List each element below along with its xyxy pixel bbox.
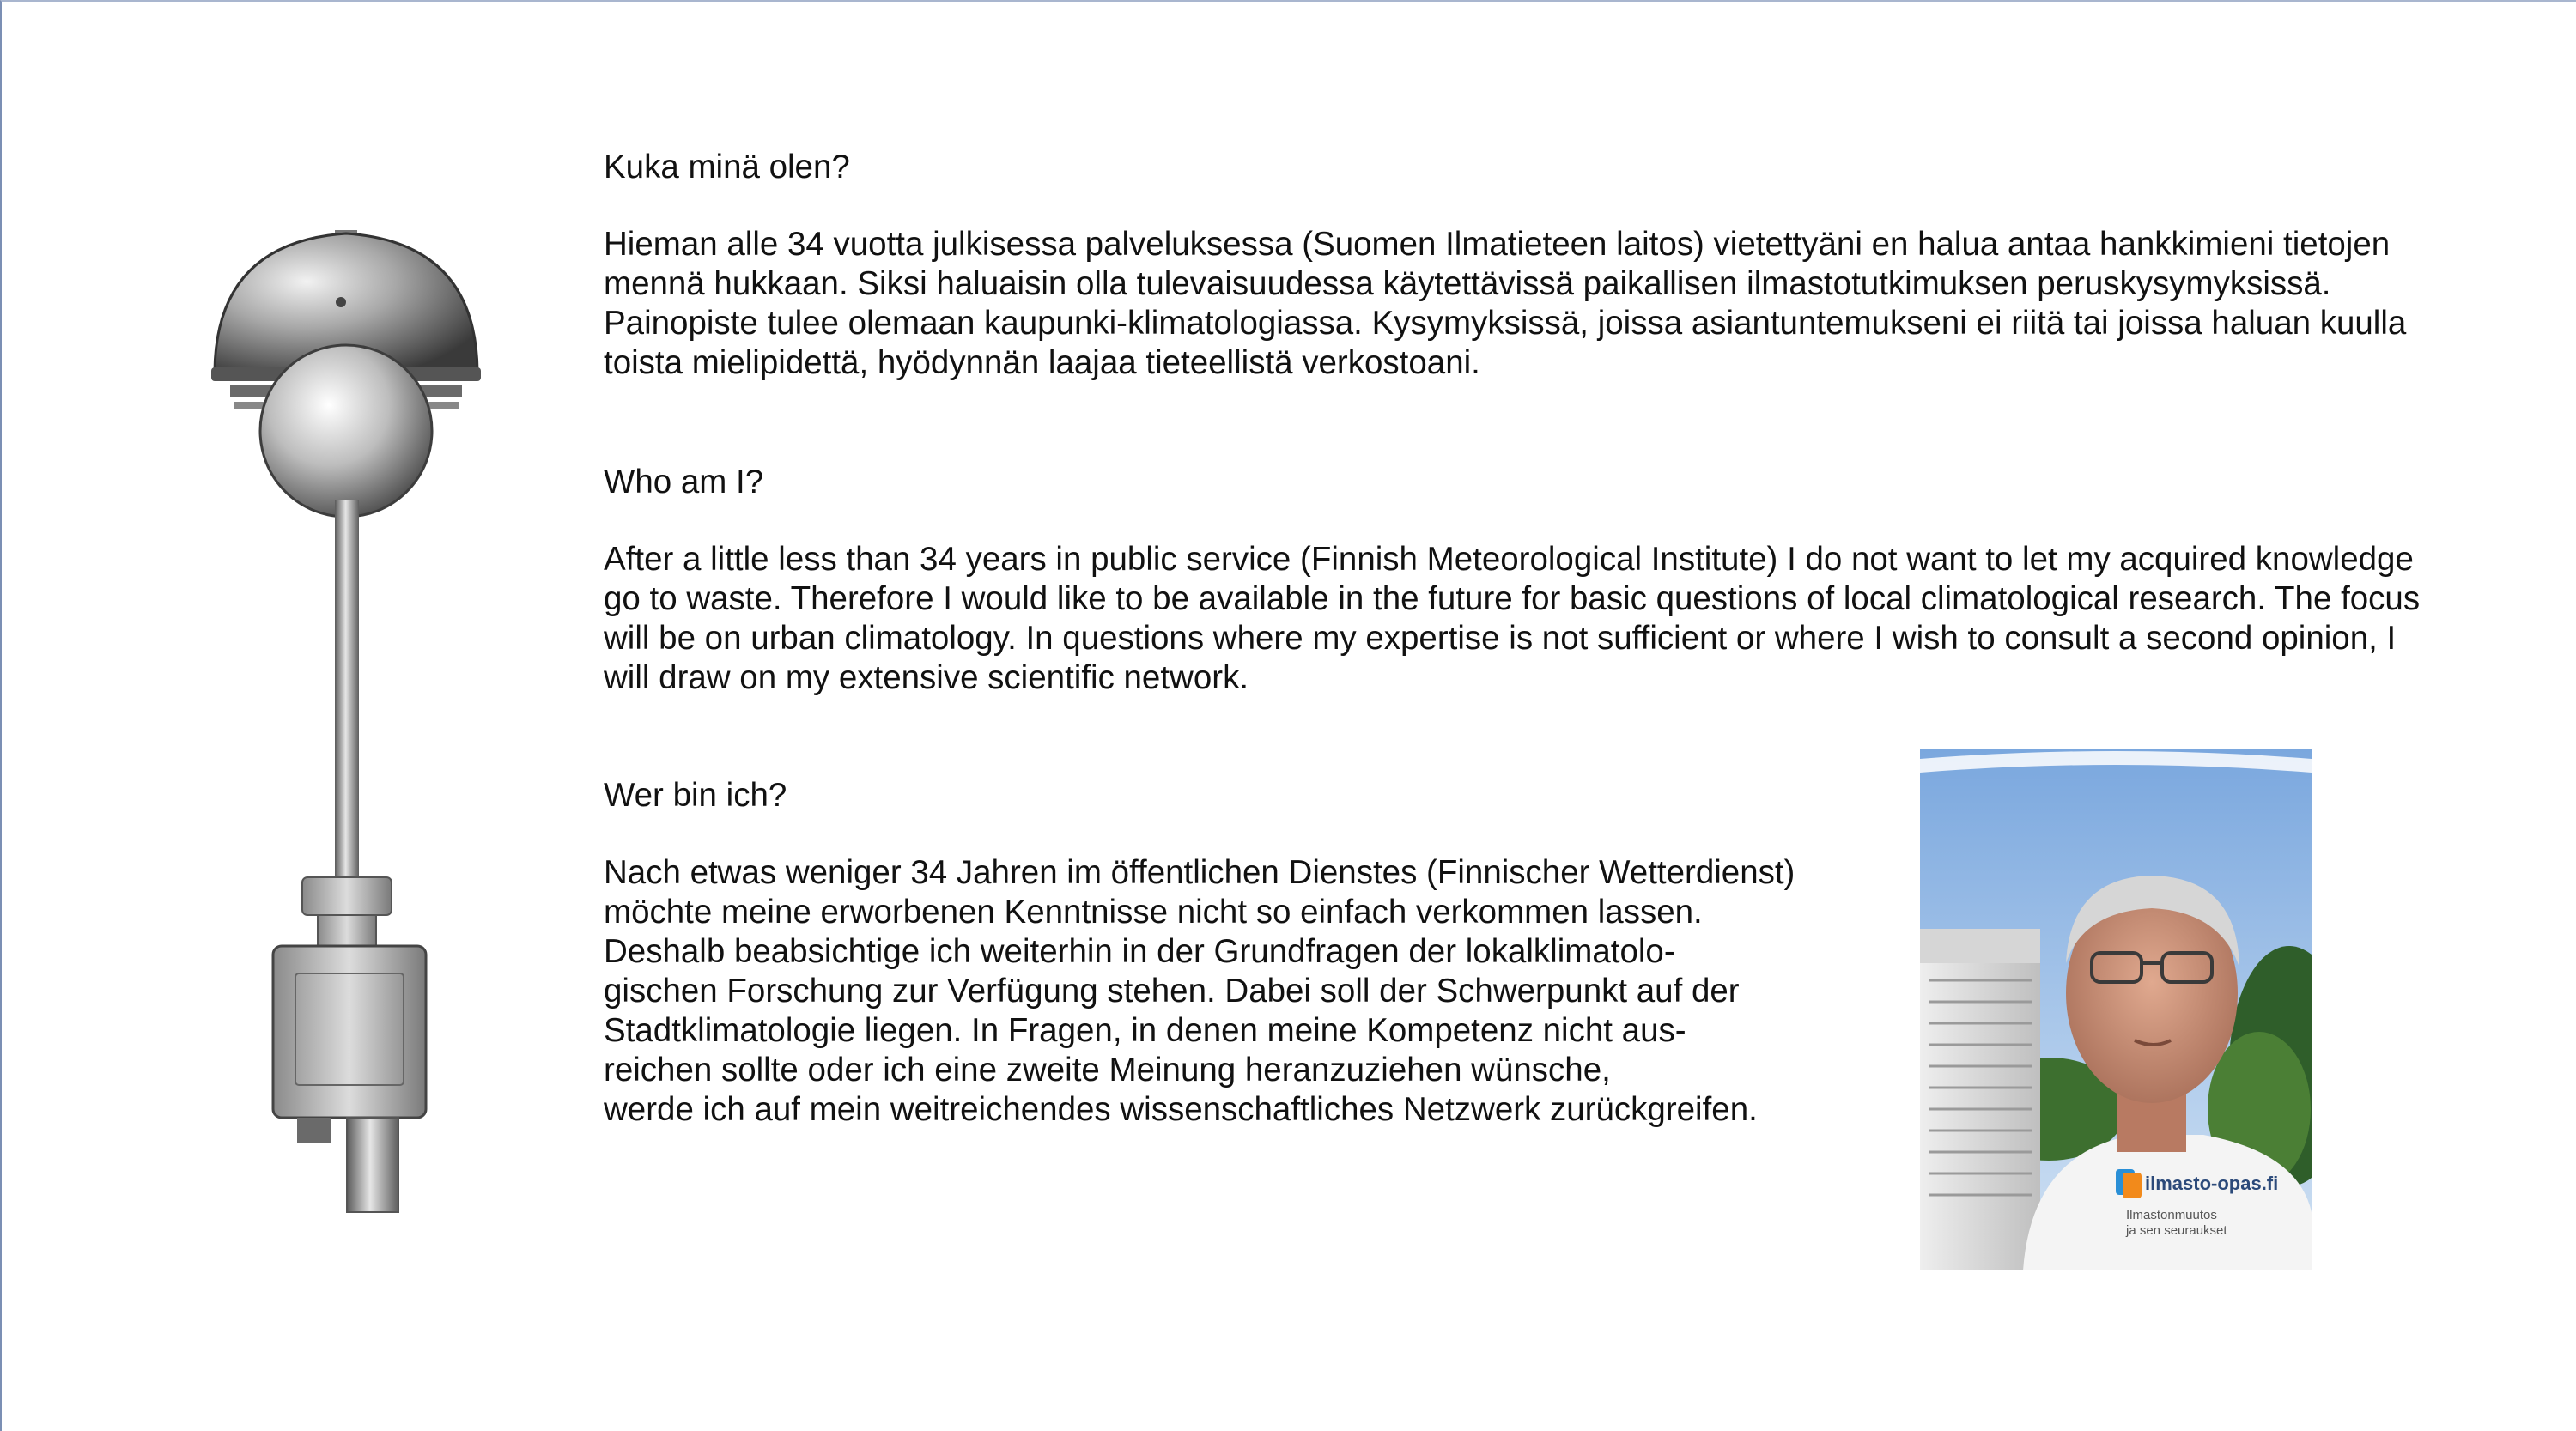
heading-finnish: Kuka minä olen? [604,149,850,185]
sensor-rod [335,500,359,877]
body-german-line: Deshalb beabsichtige ich weiterhin in der Grundfragen der lokalklimatolo- [604,933,1675,970]
sensor-ball [260,345,432,517]
section-german [604,776,1874,1130]
weather-sensor-illustration [199,216,500,1221]
section-english [604,463,2433,698]
shirt-tagline-1: Ilmastonmuutos [2126,1208,2217,1222]
sensor-coupling [302,877,392,946]
body-finnish: Hieman alle 34 vuotta julkisessa palveluksessa (Suomen Ilmatieteen laitos) vietettyäni en halua antaa hankkimieni tietojen mennä hukkaan. Siksi haluaisin olla tulevaisuudessa käytettävissä paikallisen ilmastotutkimuksen peruskysymyksissä. Painopiste tulee olemaan kaupunki-klimatologiassa. Kysymyksissä, joissa asiantuntemukseni ei riitä tai joissa haluan kuulla toista mielipidettä, hyödynnän laajaa tieteellistä verkostoani. [604,226,2407,381]
stevenson-screen [1920,929,2040,1270]
body-german-line: gischen Forschung zur Verfügung stehen. Dabei soll der Schwerpunkt auf der [604,973,1740,1010]
heading-german: Wer bin ich? [604,777,787,814]
heading-english: Who am I? [604,464,764,500]
section-finnish [604,148,2433,383]
sensor-junction-box [273,946,426,1212]
shirt-logo-text: ilmasto-opas.fi [2145,1173,2279,1194]
body-german-line: Stadtklimatologie liegen. In Fragen, in denen meine Kompetenz nicht aus- [604,1012,1686,1049]
body-german-line: werde ich auf mein weitreichendes wissenschaftliches Netzwerk zurückgreifen. [604,1091,1758,1128]
portrait-photo [1920,749,2312,1270]
body-german-line: möchte meine erworbenen Kenntnisse nicht so einfach verkommen lassen. [604,894,1703,931]
body-english: After a little less than 34 years in public service (Finnish Meteorological Institute) I do not want to let my acquired knowledge go to waste. Therefore I would like to be available in the future for basic questions of local climatological research. The focus will be on urban climatology. In questions where my expertise is not sufficient or where I wish to consult a second opinion, I will draw on my extensive scientific network. [604,541,2421,696]
shirt-tagline-2: ja sen seuraukset [2126,1223,2227,1238]
body-german-line: Nach etwas weniger 34 Jahren im öffentlichen Dienstes (Finnischer Wetterdienst) [604,854,1795,891]
body-german-line: reichen sollte oder ich eine zweite Meinung heranzuziehen wünsche, [604,1052,1611,1088]
